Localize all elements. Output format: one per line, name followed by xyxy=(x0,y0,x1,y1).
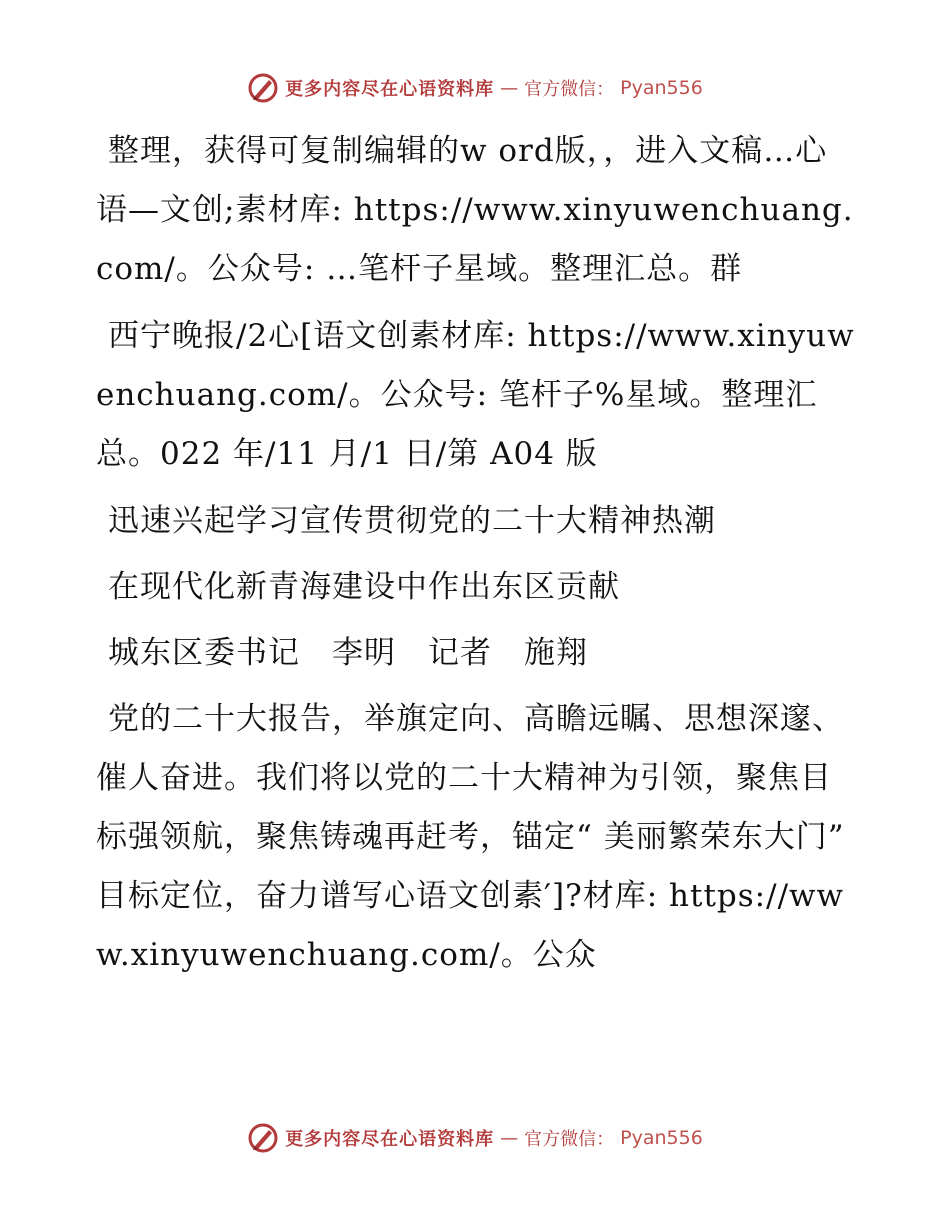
banner-separator: — xyxy=(500,1127,519,1149)
banner-brand: 更多内容尽在心语资料库 xyxy=(285,1129,495,1150)
paragraph-body: 党的二十大报告，举旗定向、高瞻远瞩、思想深邃、催人奋进。我们将以党的二十大精神为引领，聚焦目标强领航，聚焦铸魂再赶考，锚定“ 美丽繁荣东大门” 目标定位，奋力谱写心语文创素′]?材库: https://www.xinyuwenchuang.com/。公众 xyxy=(96,701,845,973)
paragraph-intro: 整理，获得可复制编辑的w ord版，，进入文稿…心语—文创;素材库: https://www.xinyuwenchuang.com/。公众号: …笔杆子星域。整理汇总。群 xyxy=(96,133,854,287)
banner-wechat-label: 官方微信： xyxy=(524,79,615,100)
article-subheadline: 在现代化新青海建设中作出东区贡献 xyxy=(108,569,620,605)
banner-wechat-id: Pyan556 xyxy=(620,1127,703,1149)
article-headline: 迅速兴起学习宣传贯彻党的二十大精神热潮 xyxy=(108,503,716,539)
banner-wechat-label: 官方微信： xyxy=(524,1129,615,1150)
banner-separator: — xyxy=(500,77,519,99)
article-byline: 城东区委书记 李明 记者 施翔 xyxy=(108,635,588,671)
pen-logo-icon xyxy=(247,72,279,104)
banner-wechat-id: Pyan556 xyxy=(620,77,703,99)
header-banner xyxy=(0,72,950,104)
document-body xyxy=(96,122,856,993)
footer-banner xyxy=(0,1122,950,1154)
paragraph-source: 西宁晚报/2心[语文创素材库: https://www.xinyuwenchuang.com/。公众号: 笔杆子%星域。整理汇总。022 年/11 月/1 日/第 A04 版 xyxy=(96,318,855,472)
pen-logo-icon xyxy=(247,1122,279,1154)
banner-brand: 更多内容尽在心语资料库 xyxy=(285,79,495,100)
